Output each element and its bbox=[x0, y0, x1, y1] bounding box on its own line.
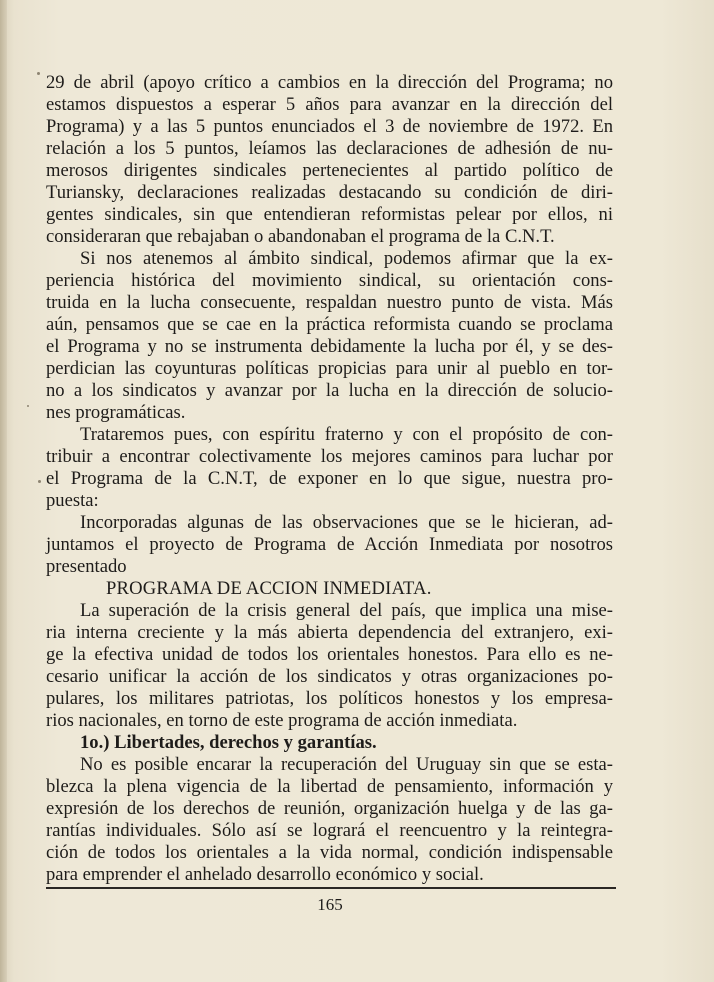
text-line: cesario unificar la acción de los sindicatos y otras organizaciones po- bbox=[46, 666, 613, 687]
text-line: rantías individuales. Sólo así se logrará el reencuentro y la reintegra- bbox=[46, 820, 613, 841]
body-text bbox=[46, 72, 613, 886]
page-spine-shadow bbox=[0, 0, 7, 982]
text-line: 29 de abril (apoyo crítico a cambios en la dirección del Programa; no bbox=[46, 72, 613, 93]
text-line: expresión de los derechos de reunión, organización huelga y de las ga- bbox=[46, 798, 613, 819]
text-line: aún, pensamos que se cae en la práctica reformista cuando se proclama bbox=[46, 314, 613, 335]
text-line: truida en la lucha consecuente, respaldan nuestro punto de vista. Más bbox=[46, 292, 613, 313]
footer-rule bbox=[46, 887, 616, 889]
text-line: Programa) y a las 5 puntos enunciados el 3 de noviembre de 1972. En bbox=[46, 116, 613, 137]
text-line: pulares, los militares patriotas, los políticos honestos y los empresa- bbox=[46, 688, 613, 709]
text-line: ria interna creciente y la más abierta dependencia del extranjero, exi- bbox=[46, 622, 613, 643]
text-line: Incorporadas algunas de las observaciones que se le hicieran, ad- bbox=[80, 512, 613, 533]
text-line: juntamos el proyecto de Programa de Acción Inmediata por nosotros bbox=[46, 534, 613, 555]
text-line: ge la efectiva unidad de todos los orientales honestos. Para ello es ne- bbox=[46, 644, 613, 665]
text-line: consideraran que rebajaban o abandonaban el programa de la C.N.T. bbox=[46, 226, 555, 247]
text-line: blezca la plena vigencia de la libertad de pensamiento, información y bbox=[46, 776, 613, 797]
text-line: periencia histórica del movimiento sindical, su orientación cons- bbox=[46, 270, 613, 291]
text-line: rios nacionales, en torno de este programa de acción inmediata. bbox=[46, 710, 518, 731]
text-line: para emprender el anhelado desarrollo económico y social. bbox=[46, 864, 484, 885]
text-line: Trataremos pues, con espíritu fraterno y con el propósito de con- bbox=[80, 424, 613, 445]
subsection-heading: 1o.) Libertades, derechos y garantías. bbox=[80, 732, 377, 753]
text-line: perdician las coyunturas políticas propicias para unir al pueblo en tor- bbox=[46, 358, 613, 379]
text-line: estamos dispuestos a esperar 5 años para avanzar en la dirección del bbox=[46, 94, 613, 115]
text-line: puesta: bbox=[46, 490, 99, 511]
text-line: ción de todos los orientales a la vida normal, condición indispensable bbox=[46, 842, 613, 863]
text-line: No es posible encarar la recuperación del Uruguay sin que se esta- bbox=[80, 754, 613, 775]
text-line: Turiansky, declaraciones realizadas destacando su condición de diri- bbox=[46, 182, 613, 203]
text-line: no a los sindicatos y avanzar por la lucha en la dirección de solucio- bbox=[46, 380, 613, 401]
text-line: presentado bbox=[46, 556, 127, 577]
text-line: relación a los 5 puntos, leíamos las declaraciones de adhesión de nu- bbox=[46, 138, 613, 159]
text-line: Si nos atenemos al ámbito sindical, podemos afirmar que la ex- bbox=[80, 248, 613, 269]
text-line: el Programa y no se instrumenta debidamente la lucha por él, y se des- bbox=[46, 336, 613, 357]
text-line: el Programa de la C.N.T, de exponer en lo que sigue, nuestra pro- bbox=[46, 468, 613, 489]
page-number: 165 bbox=[317, 895, 343, 914]
text-line: gentes sindicales, sin que entendieran reformistas pelear por ellos, ni bbox=[46, 204, 613, 225]
section-heading: PROGRAMA DE ACCION INMEDIATA. bbox=[106, 578, 432, 599]
text-line: nes programáticas. bbox=[46, 402, 186, 423]
text-line: merosos dirigentes sindicales pertenecientes al partido político de bbox=[46, 160, 613, 181]
text-line: tribuir a encontrar colectivamente los mejores caminos para luchar por bbox=[46, 446, 613, 467]
text-line: La superación de la crisis general del país, que implica una mise- bbox=[80, 600, 613, 621]
